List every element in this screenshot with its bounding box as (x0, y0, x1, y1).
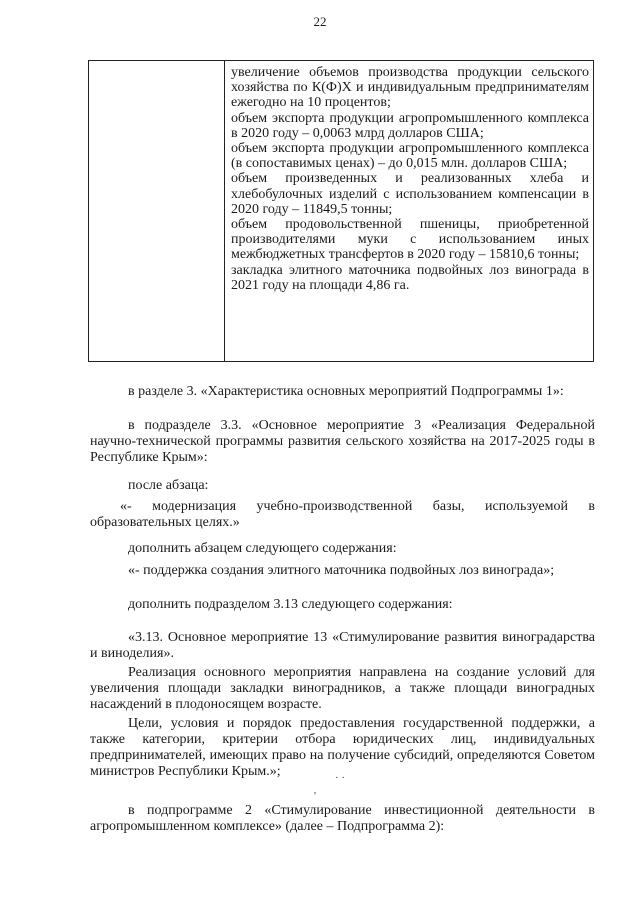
scan-speck: ' (314, 790, 316, 802)
paragraph-quote-modernization: «- модернизация учебно-производственной базы, используемой в образовательных целях.» (90, 499, 595, 530)
table-right-cell (225, 61, 593, 361)
paragraph-subprogram2: в подпрограмме 2 «Стимулирование инвестиционной деятельности в агропромышленном комплексе» (далее – Подпрограмма 2): (90, 803, 595, 834)
paragraph-section3: в разделе 3. «Характеристика основных мероприятий Подпрограммы 1»: (128, 384, 564, 399)
paragraph-313-purpose: Реализация основного мероприятия направлена на создание условий для увеличения площади закладки виноградников, а также площади виноградных насаждений в плодоносящем возрасте. (90, 665, 595, 712)
paragraph-313-conditions: Цели, условия и порядок предоставления государственной поддержки, а также категории, критерии отбора юридических лиц, индивидуальных предпринимателей, имеющих право на получение субсидий, определяются Советом министров Республики Крым.»; (90, 716, 595, 779)
paragraph-313-title: «3.13. Основное мероприятие 13 «Стимулирование развития виноградарства и виноделия». (90, 630, 595, 661)
table-text-line: объем продовольственной пшеницы, приобретенной производителями муки с использованием иных межбюджетных трансфертов в 2020 году – 15810,6 тонны; (231, 217, 589, 263)
page-number: 22 (313, 14, 327, 29)
scan-speck: · · (335, 772, 346, 784)
paragraph-add-subsection: дополнить подразделом 3.13 следующего содержания: (128, 597, 453, 612)
paragraph-after: после абзаца: (128, 478, 209, 493)
table-text-line: объем экспорта продукции агропромышленного комплекса (в сопоставимых ценах) – до 0,015 млн. долларов США; (231, 141, 589, 172)
paragraph-subsection33: в подразделе 3.3. «Основное мероприятие 3 «Реализация Федеральной научно-технической программы развития сельского хозяйства на 2017-2025 годы в Республике Крым»: (90, 418, 595, 465)
table-text-line: объем произведенных и реализованных хлеба и хлебобулочных изделий с использованием компенсации в 2020 году – 11849,5 тонны; (231, 171, 589, 217)
table-text-line: объем экспорта продукции агропромышленного комплекса в 2020 году – 0,0063 млрд долларов США; (231, 110, 589, 141)
table-left-cell (89, 61, 225, 361)
paragraph-supplement: дополнить абзацем следующего содержания: (128, 541, 397, 556)
table-text-line: увеличение объемов производства продукции сельского хозяйства по К(Ф)Х и индивидуальным предпринимателям ежегодно на 10 процентов; (231, 65, 589, 111)
indicator-table (88, 60, 594, 362)
table-text-line: закладка элитного маточника подвойных лоз винограда в 2021 году на площади 4,86 га. (231, 262, 589, 293)
paragraph-quote-support: «- поддержка создания элитного маточника подвойных лоз винограда»; (128, 563, 555, 578)
